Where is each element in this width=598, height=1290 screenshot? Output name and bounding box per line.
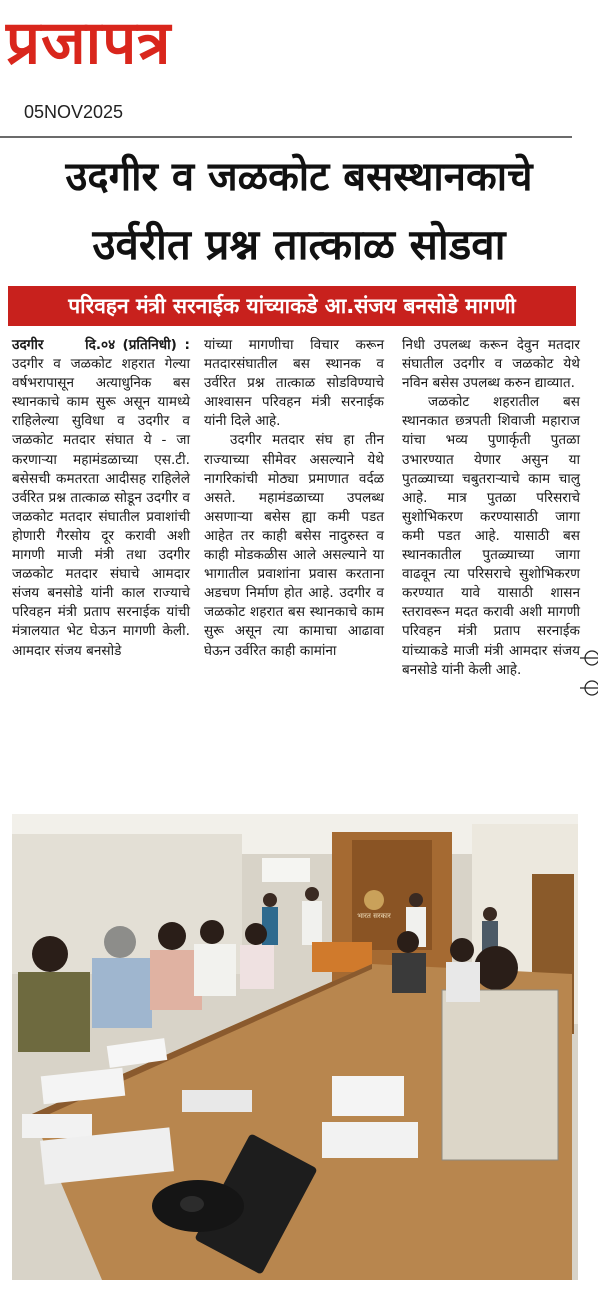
- article-paragraph: यांच्या मागणीचा विचार करून मतदारसंघातील बस स्थानक व उर्वरित प्रश्न तात्काळ सोडविण्याचे आश्वासन परिवहन मंत्री सरनाईक यांनी दिले आहे.: [204, 337, 384, 430]
- registration-marks: [580, 648, 598, 700]
- subheadline-banner: [8, 286, 576, 326]
- article-column-2: [204, 336, 384, 661]
- header-divider: [0, 136, 572, 138]
- dateline-place: उदगीर: [12, 337, 44, 353]
- issue-date: 05NOV2025: [24, 102, 124, 122]
- article-lead-text: उदगीर व जळकोट शहरात गेल्या वर्षभरापासून अत्याधुनिक बस स्थानकाचे काम सुरू असून यामध्ये राहिलेल्या सुविधा व उदगीर व जळकोट मतदार संघात ये - जा करणाऱ्या महामंडळाच्या एस.टी. बसेसची कमतरता आदीसह राहिलेले उर्वरित प्रश्न तात्काळ सोडून उदगीर व जळकोट मतदार संघातील प्रवाशांची होणारी गैरसोय दूर करावी अशी मागणी माजी मंत्री तथा उदगीर जळकोट मतदार संघाचे आमदार संजय बनसोडे यांनी काल राज्याचे परिवहन मंत्री प्रताप सरनाईक यांची मंत्रालयात भेट घेऊन मागणी केली. आमदार संजय बनसोडे: [12, 356, 190, 659]
- headline-line-2: उर्वरीत प्रश्न तात्काळ सोडवा: [92, 220, 506, 269]
- article-column-1: [12, 336, 190, 661]
- article-paragraph: निधी उपलब्ध करून देवुन मतदार संघातील उदगीर व जळकोट येथे नविन बसेस उपलब्ध करुन द्याव्यात.: [402, 337, 580, 392]
- headline-line-1: उदगीर व जळकोट बसस्थानकाचे: [65, 154, 533, 200]
- byline: (प्रतिनिधी) :: [122, 337, 190, 353]
- subheadline-text: परिवहन मंत्री सरनाईक यांच्याकडे आ.संजय बनसोडे मागणी: [68, 294, 516, 318]
- meeting-photo: [12, 814, 578, 1280]
- article-paragraph: उदगीर मतदार संघ हा तीन राज्याच्या सीमेवर असल्याने येथे नागरिकांची मोठ्या प्रमाणात वर्दळ असते. महामंडळाच्या उपलब्ध असणाऱ्या बसेस ह्या कमी पडत आहेत तर काही बसेस नादुरुस्त व काही मोडकळीस आले असल्याने या भागातील प्रवाशांना प्रवास करताना अडचण निर्माण होत आहे. उदगीर व जळकोट शहरात बस स्थानकाचे काम सुरू असून त्या कामाचा आढावा घेऊन उर्वरित काही कामांना: [204, 432, 384, 659]
- photo-plaque-text: भारत सरकार: [357, 912, 391, 920]
- article-paragraph: जळकोट शहरातील बस स्थानकात छत्रपती शिवाजी महाराज यांचा भव्य पुणार्कृती पुतळा उभारण्यात येणार असुन या पुतळ्याच्या चबुतराऱ्याचे काम चालु आहे. मात्र पुतळा परिसराचे सुशोभिकरण करण्यासाठी जागा कमी पडत आहे. यासाठी बस स्थानकातील पुतळ्याच्या जागा वाढवून त्या परिसराचे सुशोभिकरण करण्यात यावे यासाठी शासन स्तरावरून मदत करावी अशी मागणी परिवहन मंत्री प्रताप सरनाईक यांच्याकडे माजी मंत्री आमदार संजय बनसोडे यांनी केली आहे.: [402, 394, 580, 678]
- newspaper-masthead: प्रजापत्र: [6, 8, 172, 78]
- article-paragraph: [12, 336, 190, 661]
- dateline-date: दि.०४: [85, 337, 116, 353]
- article-column-3: [402, 336, 580, 680]
